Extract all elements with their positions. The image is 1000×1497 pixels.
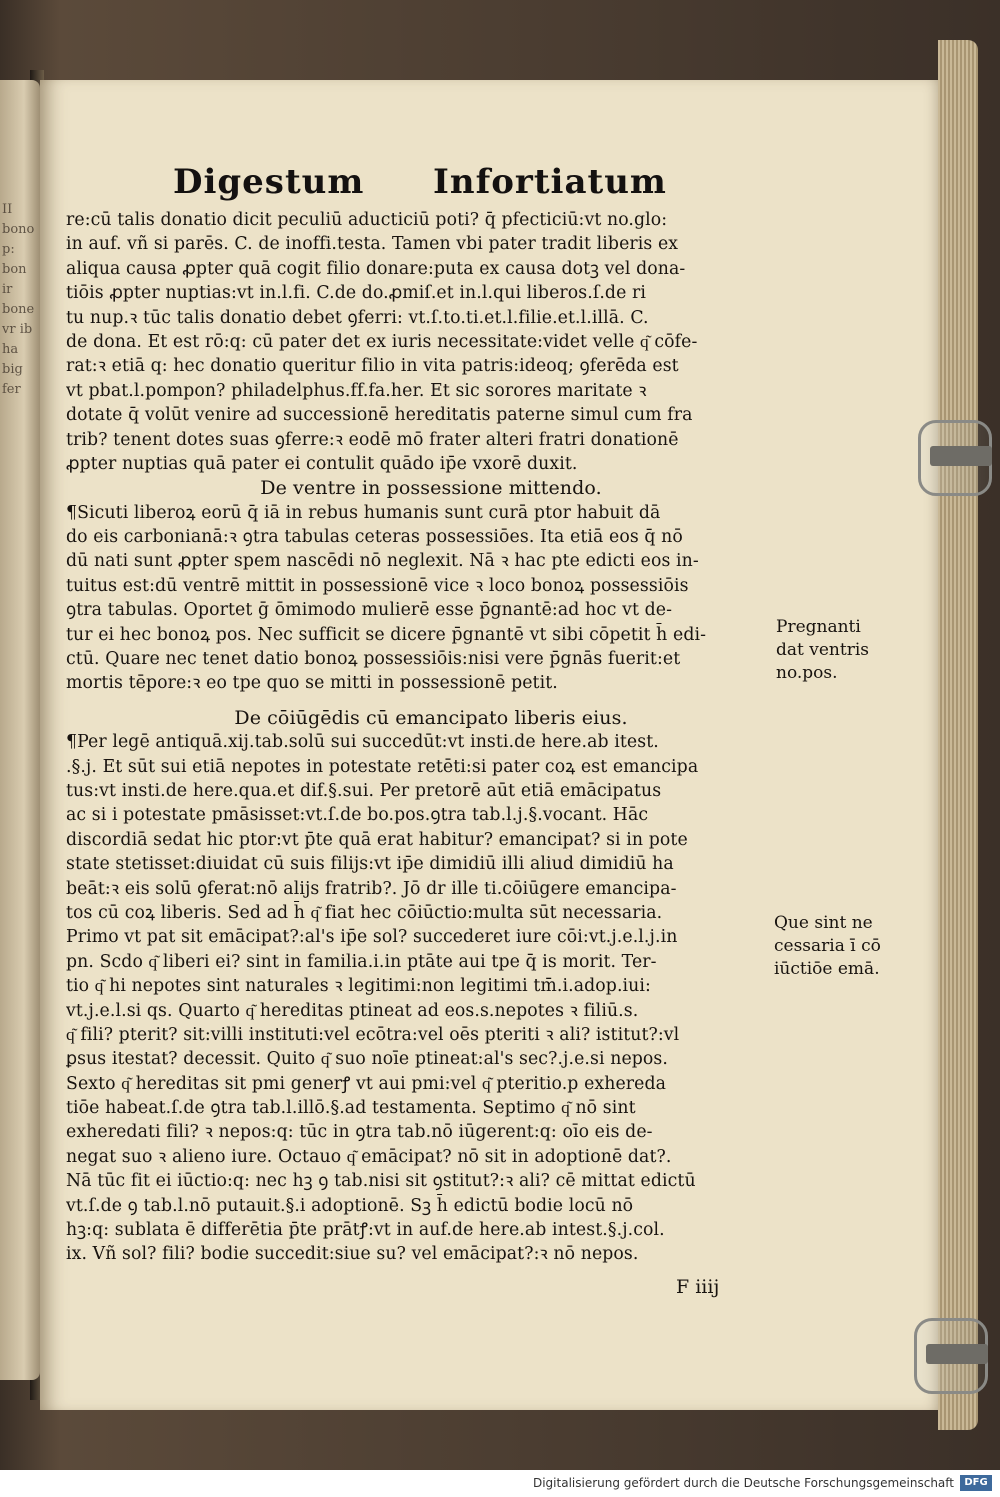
text-line: Primo vt pat sit emācipat?:al's ip̄e sol? succederet iure cōi:vt.j.e.l.j.in: [66, 927, 678, 948]
text-line: mortis tēpore:ꝛ eo tpe quo se mitti in possessionē petit.: [66, 673, 558, 694]
margin-note-2: Que sint ne cessaria ī cō iūctiōe emā.: [774, 913, 881, 979]
footer-bar: [0, 1470, 1000, 1497]
text-line: trib? tenent dotes suas ꝯferre:ꝛ eodē mō frater alteri fratri donationē: [66, 429, 679, 450]
text-line: dū nati sunt ꝓpter spem nascēdi nō neglexit. Nā ꝛ hac pte edicti eos in-: [66, 551, 699, 572]
section-heading-2: De cōiūgēdis cū emancipato liberis eius.: [234, 706, 628, 729]
text-line: discordiā sedat hic ptor:vt p̄te quā erat habitur? emancipat? si in pote: [66, 829, 688, 850]
text-line: vt pbat.l.pompon? philadelphus.ff.fa.her. Et sic sorores maritate ꝛ: [66, 380, 647, 401]
text-line: ac si i potestate pmāsisset:vt.ſ.de bo.pos.ꝯtra tab.l.j.§.vocant. Hāc: [66, 805, 649, 826]
text-line: .§.j. Et sūt sui etiā nepotes in potestate retēti:si pater coꝝ est emancipa: [66, 756, 699, 777]
text-line: in auf. vñ si parēs. C. de inoffi.testa. Tamen vbi pater tradit liberis ex: [66, 234, 679, 255]
text-line: ¶Sicuti liberoꝝ eorū q̄ iā in rebus humanis sunt curā ptor habuit dā: [66, 502, 661, 523]
dfg-logo-icon: DFG: [960, 1475, 992, 1491]
text-line: tiōis ꝓpter nuptias:vt in.l.fi. C.de do.ꝓmiſ.et in.l.qui liberos.ſ.de ri: [66, 283, 647, 304]
text-line: Sexto q͂ hereditas sit pmi generꝭ vt aui pmi:vel q͂ pteritio.p exhereda: [66, 1073, 667, 1094]
clasp-bar-lower: [926, 1344, 988, 1364]
text-line: re:cū talis donatio dicit peculiū aducticiū poti? q̄ pfecticiū:vt no.glo:: [66, 210, 668, 230]
text-line: aliqua causa ꝓpter quā cogit filio donare:puta ex causa dotꝫ vel dona-: [66, 258, 686, 279]
text-line: tiōe habeat.ſ.de ꝯtra tab.l.illō.§.ad testamenta. Septimo q͂ nō sint: [66, 1098, 636, 1119]
text-line: pn. Scdo q͂ liberi ei? sint in familia.i.in ptāte aui tpe q̄ is morit. Ter-: [66, 951, 657, 972]
text-line: vt.ſ.de ꝯ tab.l.nō putauit.§.i adoptionē. Sꝫ h̄ edictū bodie locū nō: [66, 1195, 634, 1216]
text-line: state stetisset:diuidat cū suis filijs:vt ip̄e dimidiū illi aliud dimidiū ha: [66, 854, 674, 875]
text-line: vt.j.e.l.si qs. Quarto q͂ hereditas ptineat ad eos.s.nepotes ꝛ filiū.s.: [66, 1000, 639, 1021]
text-line: rat:ꝛ etiā q: hec donatio queritur filio in vita patris:ideoq; ꝯferēda est: [66, 356, 679, 377]
text-line: hꝫ:q: sublata ē differētia p̄te prātꝭ:vt in auf.de here.ab intest.§.j.col.: [66, 1220, 665, 1241]
text-line: tuitus est:dū ventrē mittit in possessionē vice ꝛ loco bonoꝝ possessiōis: [66, 575, 689, 596]
text-line: ctū. Quare nec tenet datio bonoꝝ possessiōis:nisi vere p̄gnās fuerit:et: [66, 649, 681, 670]
text-line: tos cū coꝝ liberis. Sed ad h̄ q͂ fiat hec cōiūctio:multa sūt necessaria.: [66, 902, 663, 923]
main-text-column: [66, 208, 766, 1267]
footer-credit: Digitalisierung gefördert durch die Deutsche Forschungsgemeinschaft: [532, 1476, 954, 1490]
page-edges: [938, 40, 978, 1430]
text-line: q͂ fili? pterit? sit:villi instituti:vel ecōtra:vel oēs pteriti ꝛ ali? istitut?:vl: [66, 1024, 680, 1045]
running-header: [135, 162, 667, 208]
previous-page-sliver: [0, 80, 40, 1380]
text-line: ꝑsus itestat? decessit. Quito q͂ suo noīe ptineat:al's sec?.j.e.si nepos.: [66, 1049, 668, 1070]
text-block-1: [66, 208, 766, 476]
clasp-bar-upper: [930, 446, 992, 466]
text-line: tio q͂ hi nepotes sint naturales ꝛ legitimi:non legitimi tm̄.i.adop.iui:: [66, 976, 651, 997]
text-line: tur ei hec bonoꝝ pos. Nec sufficit se dicere p̄gnantē vt sibi cōpetit h̄ edi-: [66, 624, 707, 645]
text-line: dotate q̄ volūt venire ad successionē hereditatis paterne simul cum fra: [66, 405, 693, 426]
text-line: Nā tūc fit ei iūctio:q: nec hꝫ ꝯ tab.nisi sit ꝯstitut?:ꝛ ali? cē mittat edictū: [66, 1171, 696, 1192]
section-heading-1: De ventre in possessione mittendo.: [260, 477, 602, 500]
text-line: ꝯtra tabulas. Oportet ḡ ōmimodo mulierē esse p̄gnantē:ad hoc vt de-: [66, 600, 673, 621]
text-line: ix. Vñ sol? fili? bodie succedit:siue su? vel emācipat?:ꝛ nō nepos.: [66, 1244, 639, 1265]
text-block-3: [66, 730, 766, 1267]
previous-page-text: II bono p: bon ir bone vr ib ha big fer: [2, 202, 35, 397]
text-line: beāt:ꝛ eis solū ꝯferat:nō alijs fratrib?. Jō dr ille ti.cōiūgere emancipa-: [66, 878, 677, 899]
header-right: Infortiatum: [433, 162, 667, 202]
text-line: ꝓpter nuptias quā pater ei contulit quādo ip̄e vxorē duxit.: [66, 453, 578, 474]
text-line: exheredati fili? ꝛ nepos:q: tūc in ꝯtra tab.nō iūgerent:q: oīo eis de-: [66, 1122, 653, 1143]
text-block-2: [66, 501, 766, 696]
text-line: tus:vt insti.de here.qua.et dif.§.sui. Per pretorē aūt etiā emācipatus: [66, 780, 662, 801]
text-line: do eis carbonianā:ꝛ ꝯtra tabulas ceteras possessiōes. Ita etiā eos q̄ nō: [66, 527, 683, 548]
header-left: Digestum: [173, 162, 365, 202]
margin-note-1: Pregnanti dat ventris no.pos.: [776, 617, 869, 683]
text-line: tu nup.ꝛ tūc talis donatio debet ꝯferri: vt.ſ.to.ti.et.l.filie.et.l.illā. C.: [66, 307, 649, 328]
signature-mark: F iiij: [676, 1276, 720, 1298]
text-line: negat suo ꝛ alieno iure. Octauo q͂ emācipat? nō sit in adoptionē dat?.: [66, 1146, 672, 1167]
text-line: de dona. Et est rō:q: cū pater det ex iuris necessitate:videt velle q͂ cōfe-: [66, 331, 698, 352]
text-line: ¶Per legē antiquā.xij.tab.solū sui succedūt:vt insti.de here.ab itest.: [66, 732, 659, 753]
